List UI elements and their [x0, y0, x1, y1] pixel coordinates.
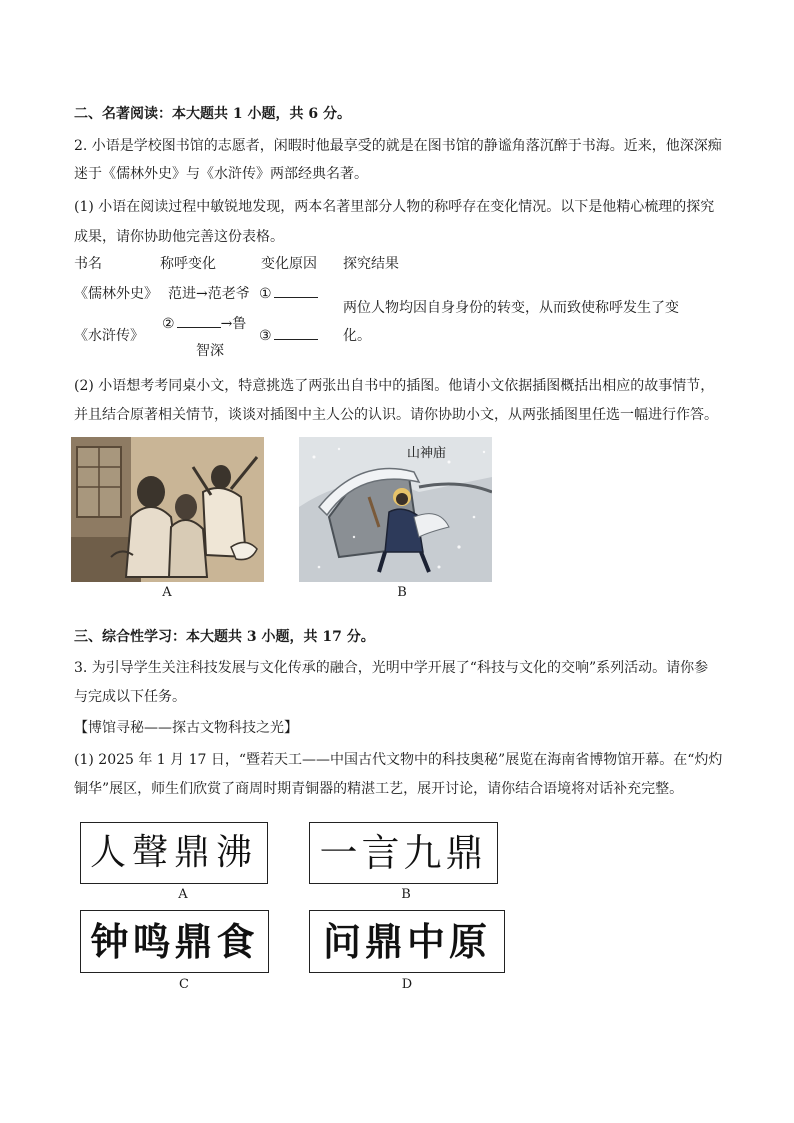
calligraphy-b-caption: B	[401, 887, 411, 902]
section2-heading: 二、名著阅读：本大题共 1 小题，共 6 分。	[74, 106, 351, 122]
blank-3-label: ③	[259, 328, 272, 344]
answer-blank-2[interactable]	[177, 314, 221, 328]
calligraphy-d-text: 问鼎中原	[322, 919, 491, 964]
answer-blank-1[interactable]	[274, 284, 318, 298]
calligraphy-a	[80, 822, 268, 884]
q2-2-line1: (2) 小语想考考同桌小文，特意挑选了两张出自书中的插图。他请小文依据插图概括出相应的故事情节，	[74, 378, 715, 394]
table-row2-change	[162, 314, 246, 334]
table-row2-reason	[259, 326, 318, 346]
calligraphy-d	[309, 910, 505, 973]
calligraphy-a-caption: A	[178, 887, 188, 902]
illustration-b	[299, 437, 492, 582]
table-row2-book: 《水浒传》	[74, 328, 144, 344]
calligraphy-b	[309, 822, 498, 884]
task-title: 【博馆寻秘——探古文物科技之光】	[74, 720, 298, 736]
row2-change-suffix: →鲁	[220, 316, 247, 332]
temple-sign: 山神庙	[407, 446, 447, 461]
q2-intro-line1: 2. 小语是学校图书馆的志愿者，闲暇时他最享受的就是在图书馆的静谧角落沉醉于书海。近来，他深深痴	[74, 138, 722, 154]
table-row1-book: 《儒林外史》	[74, 286, 158, 302]
table-row1-reason	[259, 284, 318, 304]
blank-1-label: ①	[259, 286, 272, 302]
section3-heading: 三、综合性学习：本大题共 3 小题，共 17 分。	[74, 629, 375, 645]
calligraphy-c	[80, 910, 269, 973]
table-result-line1: 两位人物均因自身身份的转变，从而致使称呼发生了变	[343, 300, 679, 316]
illustration-a-caption: A	[162, 585, 172, 600]
calligraphy-b-text: 一言九鼎	[319, 831, 488, 875]
q2-intro-line2: 迷于《儒林外史》与《水浒传》两部经典名著。	[74, 166, 368, 182]
illustration-a-graphic	[71, 437, 264, 582]
illustration-b-caption: B	[397, 585, 407, 600]
table-header-reason: 变化原因	[261, 256, 317, 272]
q3-1-line2: 铜华”展区，师生们欣赏了商周时期青铜器的精湛工艺，展开讨论，请你结合语境将对话补充完整。	[74, 781, 684, 797]
q2-1-line2: 成果，请你协助他完善这份表格。	[74, 229, 284, 245]
table-row2-change-cont: 智深	[196, 343, 224, 359]
calligraphy-d-caption: D	[401, 977, 413, 992]
blank-2-label: ②	[162, 316, 175, 332]
table-result-line2: 化。	[343, 328, 371, 344]
q3-intro-line2: 与完成以下任务。	[74, 689, 186, 705]
q3-1-line1: (1) 2025 年 1 月 17 日，“暨若天工——中国古代文物中的科技奥秘”展览在海南省博物馆开幕。在“灼灼	[74, 752, 723, 768]
answer-blank-3[interactable]	[274, 326, 318, 340]
calligraphy-c-text: 钟鸣鼎食	[90, 919, 259, 964]
q3-intro-line1: 3. 为引导学生关注科技发展与文化传承的融合，光明中学开展了“科技与文化的交响”系列活动。请你参	[74, 660, 709, 676]
q2-2-line2: 并且结合原著相关情节，谈谈对插图中主人公的认识。请你协助小文，从两张插图里任选一幅进行作答。	[74, 407, 718, 423]
calligraphy-c-caption: C	[179, 977, 189, 992]
calligraphy-a-text: 人聲鼎沸	[89, 832, 258, 873]
table-header-change: 称呼变化	[160, 256, 216, 272]
table-header-result: 探究结果	[343, 256, 399, 272]
illustration-b-graphic	[299, 437, 492, 582]
table-row1-change: 范进→范老爷	[168, 286, 250, 302]
illustration-a	[71, 437, 264, 582]
table-header-book: 书名	[74, 256, 102, 272]
q2-1-line1: (1) 小语在阅读过程中敏锐地发现，两本名著里部分人物的称呼存在变化情况。以下是他精心梳理的探究	[74, 199, 715, 215]
